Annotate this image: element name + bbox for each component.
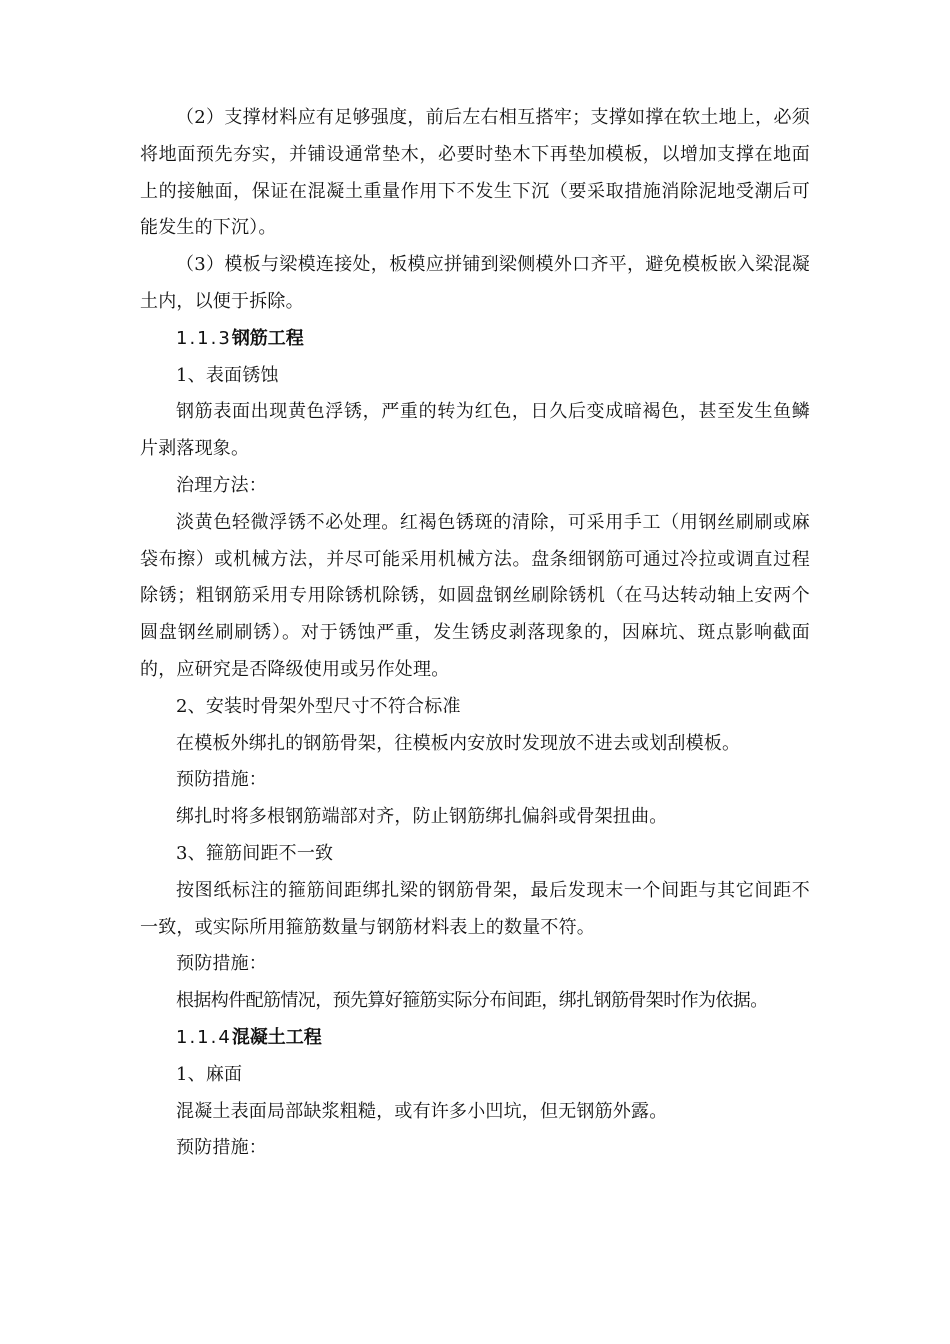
subheading-surface-rust: 1、表面锈蚀 — [176, 364, 279, 386]
paragraph-honeycomb-description: 混凝土表面局部缺浆粗糙，或有许多小凹坑，但无钢筋外露。 — [176, 1100, 668, 1122]
label-prevention-3: 预防措施： — [176, 1137, 267, 1159]
subheading-honeycomb-surface: 1、麻面 — [176, 1063, 243, 1085]
paragraph-formwork-connection: （3）模板与梁模连接处，板模应拼铺到梁侧模外口齐平，避免模板嵌入梁混凝土内，以便于拆除。 — [140, 254, 810, 312]
paragraph-skeleton-prevention: 绑扎时将多根钢筋端部对齐，防止钢筋绑扎偏斜或骨架扭曲。 — [176, 806, 668, 828]
section-heading-rebar — [140, 321, 810, 358]
subheading-skeleton-dimensions: 2、安装时骨架外型尺寸不符合标准 — [176, 695, 461, 717]
paragraph-stirrup-prevention: 根据构件配筋情况，预先算好箍筋实际分布间距，绑扎钢筋骨架时作为依据。 — [176, 990, 768, 1012]
section-heading-concrete — [140, 1020, 810, 1057]
label-treatment-method: 治理方法： — [176, 474, 267, 496]
section-title: 钢筋工程 — [231, 327, 304, 349]
paragraph-rust-treatment: 淡黄色轻微浮锈不必处理。红褐色锈斑的清除，可采用手工（用钢丝刷刷或麻袋布擦）或机械方法，并尽可能采用机械方法。盘条细钢筋可通过冷拉或调直过程除锈；粗钢筋采用专用除锈机除锈，如圆盘钢丝刷除锈机（在马达转动轴上安两个圆盘钢丝刷刷锈）。对于锈蚀严重，发生锈皮剥落现象的，因麻坑、斑点影响截面的，应研究是否降级使用或另作处理。 — [140, 511, 810, 680]
label-prevention-1: 预防措施： — [176, 769, 267, 791]
section-number: 1.1.3 — [176, 327, 232, 349]
paragraph-rust-description: 钢筋表面出现黄色浮锈，严重的转为红色，日久后变成暗褐色，甚至发生鱼鳞片剥落现象。 — [140, 401, 810, 460]
section-title: 混凝土工程 — [231, 1026, 322, 1048]
paragraph-support-materials: （2）支撑材料应有足够强度，前后左右相互搭牢；支撑如撑在软土地上，必须将地面预先夯实，并铺设通常垫木，必要时垫木下再垫加模板，以增加支撑在地面上的接触面，保证在混凝土重量作用下不发生下沉（要采取措施消除泥地受潮后可能发生的下沉）。 — [140, 107, 810, 239]
subheading-stirrup-spacing: 3、箍筋间距不一致 — [176, 842, 334, 864]
paragraph-stirrup-description: 按图纸标注的箍筋间距绑扎梁的钢筋骨架，最后发现末一个间距与其它间距不一致，或实际所用箍筋数量与钢筋材料表上的数量不符。 — [140, 879, 810, 938]
paragraph-skeleton-description: 在模板外绑扎的钢筋骨架，往模板内安放时发现放不进去或划刮模板。 — [176, 732, 741, 754]
section-number: 1.1.4 — [176, 1026, 232, 1048]
label-prevention-2: 预防措施： — [176, 953, 267, 975]
